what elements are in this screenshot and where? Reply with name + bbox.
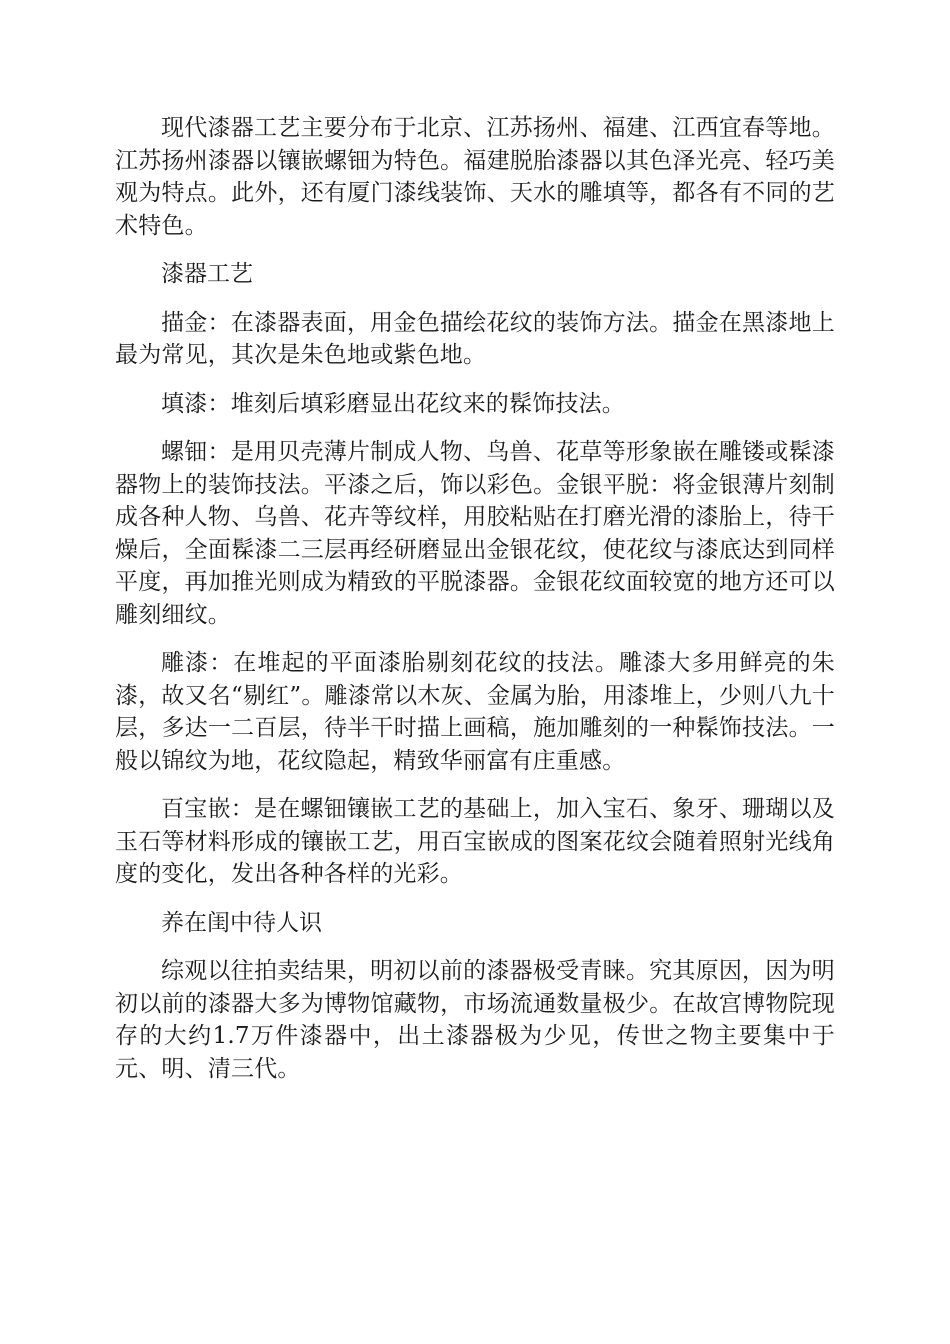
paragraph-mother-of-pearl-inlay: 螺钿：是用贝壳薄片制成人物、鸟兽、花草等形象嵌在雕镂或髹漆器物上的装饰技法。平漆之后，饰以彩色。金银平脱：将金银薄片刻制成各种人物、乌兽、花卉等纹样，用胶粘贴在打磨光滑的漆胎上，待干燥后，全面髹漆二三层再经研磨显出金银花纹，使花纹与漆底达到同样平度，再加推光则成为精致的平脱漆器。金银花纹面较宽的地方还可以雕刻细纹。 [115,439,835,628]
paragraph-filled-lacquer: 填漆：堆刻后填彩磨显出花纹来的髹饰技法。 [161,390,625,417]
paragraph-modern-lacquer-regions: 现代漆器工艺主要分布于北京、江苏扬州、福建、江西宜春等地。江苏扬州漆器以镶嵌螺钿为特色。福建脱胎漆器以其色泽光亮、轻巧美观为特点。此外，还有厦门漆线装饰、天水的雕填等，都各有不同的艺术特色。 [115,115,835,239]
paragraph-auction-results: 综观以往拍卖结果，明初以前的漆器极受青睐。究其原因，因为明初以前的漆器大多为博物馆藏物，市场流通数量极少。在故宫博物院现存的大约1.7万件漆器中，出土漆器极为少见，传世之物主要集中于元、明、清三代。 [115,958,835,1082]
section-heading-awaiting-recognition: 养在闺中待人识 [161,909,322,936]
document-body [115,112,835,1101]
paragraph-carved-lacquer: 雕漆：在堆起的平面漆胎剔刻花纹的技法。雕漆大多用鲜亮的朱漆，故又名“剔红”。雕漆常以木灰、金属为胎，用漆堆上，少则八九十层，多达一二百层，待半干时描上画稿，施加雕刻的一种髹饰技法。一般以锦纹为地，花纹隐起，精致华丽富有庄重感。 [115,650,835,774]
paragraph-hundred-treasure-inlay: 百宝嵌：是在螺钿镶嵌工艺的基础上，加入宝石、象牙、珊瑚以及玉石等材料形成的镶嵌工艺，用百宝嵌成的图案花纹会随着照射光线角度的变化，发出各种各样的光彩。 [115,796,835,887]
section-heading-lacquer-craft: 漆器工艺 [161,261,253,287]
paragraph-gold-tracing: 描金：在漆器表面，用金色描绘花纹的装饰方法。描金在黑漆地上最为常见，其次是朱色地或紫色地。 [115,309,835,368]
